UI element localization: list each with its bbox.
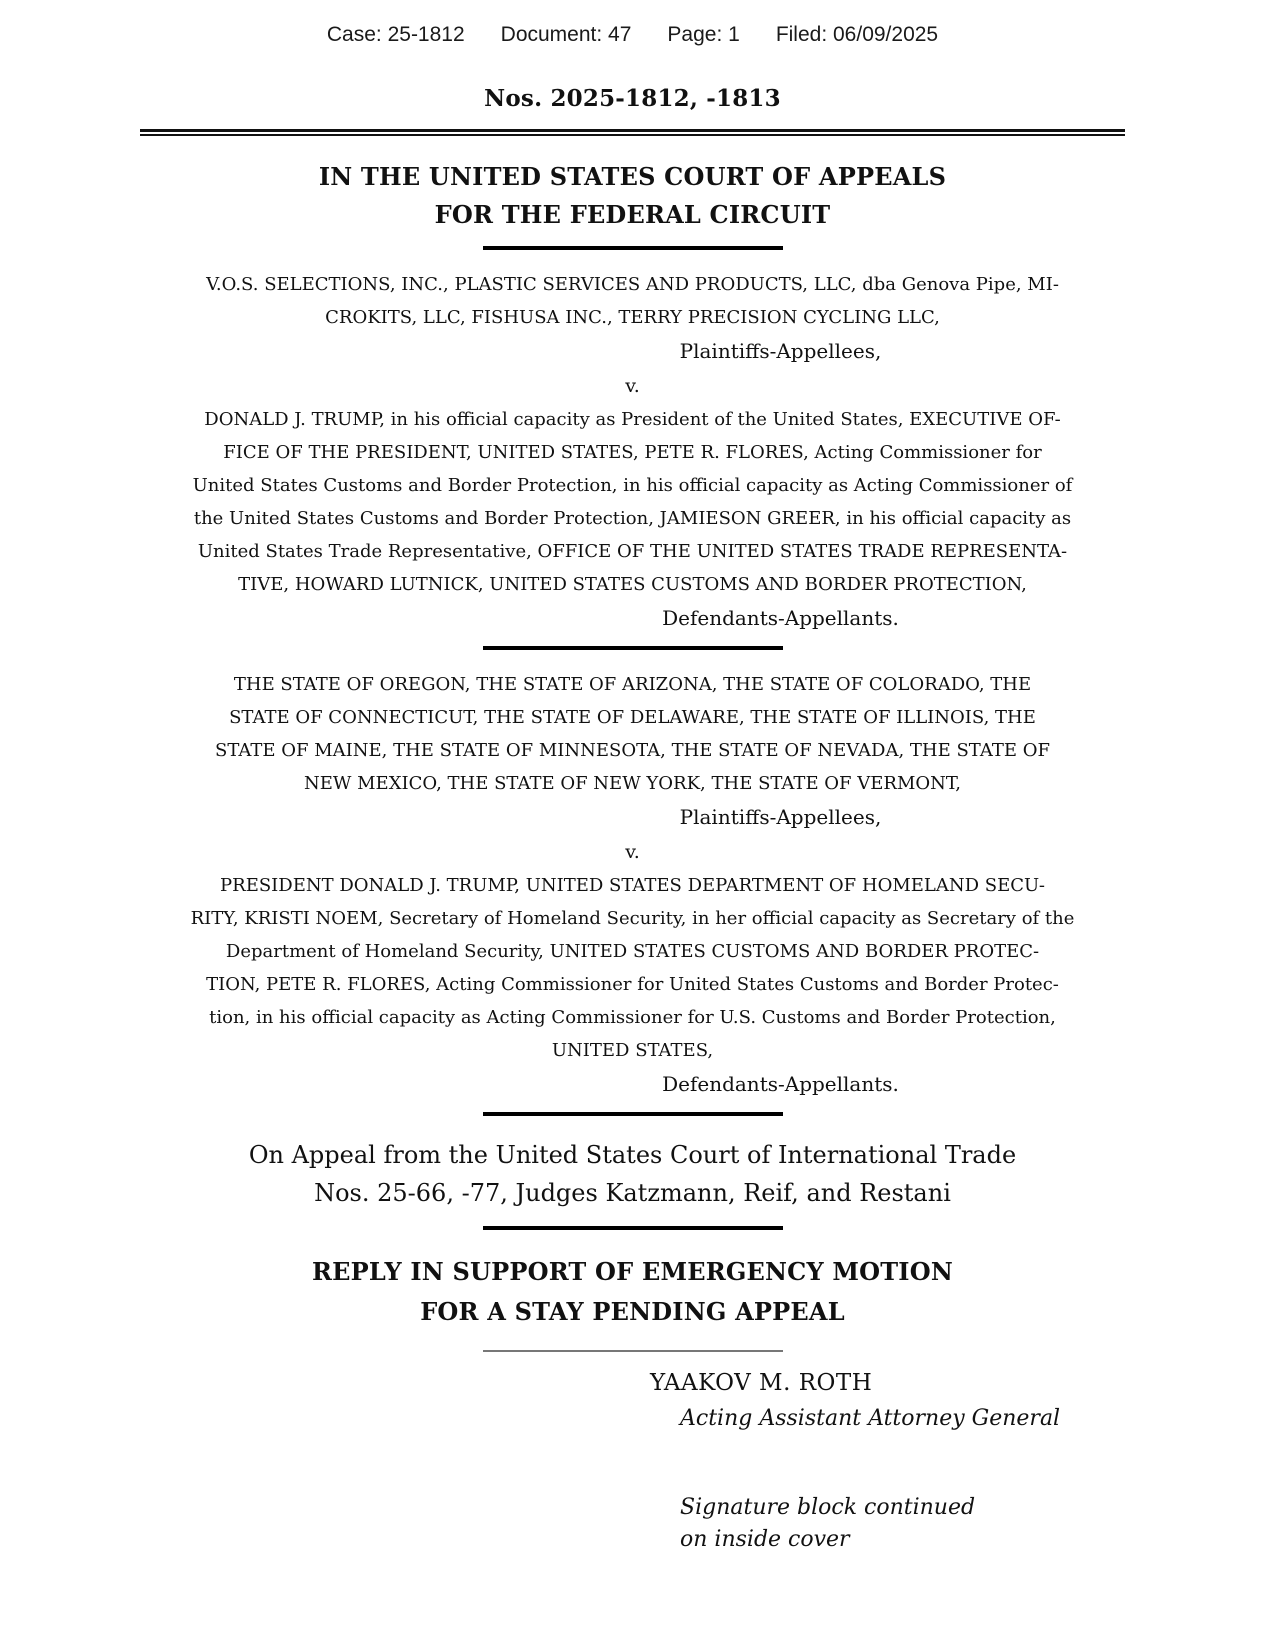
attorney-title: Acting Assistant Attorney General [680,1406,1061,1431]
caption-line: FICE OF THE PRESIDENT, UNITED STATES, PETE R. FLORES, Acting Commissioner for [223,442,1042,463]
stamp-case-number: Case: 25-1812 [326,23,465,46]
stamp-page-number: Page: 1 [667,23,740,46]
court-stamp-header [75,22,1190,48]
section-divider [483,1226,783,1230]
docket-numbers: Nos. 2025-1812, -1813 [484,85,781,112]
court-name-line1: IN THE UNITED STATES COURT OF APPEALS [318,162,947,191]
appeal-origin-line2: Nos. 25-66, -77, Judges Katzmann, Reif, and Restani [314,1179,951,1207]
stamp-document-number: Document: 47 [500,23,632,46]
caption-line: United States Trade Representative, OFFICE OF THE UNITED STATES TRADE REPRESENTA- [197,541,1068,562]
court-name-line2: FOR THE FEDERAL CIRCUIT [434,200,831,229]
caption-line: United States Customs and Border Protection, in his official capacity as Acting Commissioner of [192,475,1073,496]
caption-line: STATE OF MAINE, THE STATE OF MINNESOTA, THE STATE OF NEVADA, THE STATE OF [215,740,1050,761]
caption-line: TION, PETE R. FLORES, Acting Commissioner for United States Customs and Border Protec- [206,974,1059,995]
appeal-origin [75,1136,1190,1212]
caption-line: Department of Homeland Security, UNITED STATES CUSTOMS AND BORDER PROTEC- [225,941,1040,962]
caption-line: DONALD J. TRUMP, in his official capacity as President of the United States, EXECUTIVE OF- [204,409,1061,430]
section-divider [483,1112,783,1116]
document-title [75,1252,1190,1332]
caption-line: TIVE, HOWARD LUTNICK, UNITED STATES CUSTOMS AND BORDER PROTECTION, [238,574,1027,595]
caption-line: THE STATE OF OREGON, THE STATE OF ARIZONA, THE STATE OF COLORADO, THE [233,674,1032,695]
section-divider [483,646,783,650]
versus-abbreviation: v. [625,375,640,397]
caption-line: PRESIDENT DONALD J. TRUMP, UNITED STATES DEPARTMENT OF HOMELAND SECU- [220,875,1045,896]
court-name [75,158,1190,234]
signature-note-line1: Signature block continued [680,1495,976,1520]
caption-line: CROKITS, LLC, FISHUSA INC., TERRY PRECISION CYCLING LLC, [325,307,940,328]
defendants-names [75,403,1190,601]
attorney-name: YAAKOV M. ROTH [650,1370,873,1396]
document-title-line1: REPLY IN SUPPORT OF EMERGENCY MOTION [312,1257,953,1286]
versus-abbreviation: v. [625,841,640,863]
caption-line: tion, in his official capacity as Acting Commissioner for U.S. Customs and Border Protection, [209,1007,1056,1028]
defendants-designation: Defendants-Appellants. [662,1072,899,1096]
plaintiffs-names [75,268,1190,334]
caption-line: V.O.S. SELECTIONS, INC., PLASTIC SERVICES AND PRODUCTS, LLC, dba Genova Pipe, MI- [206,274,1059,295]
stamp-filed-date: Filed: 06/09/2025 [775,23,939,46]
defendants-names [75,869,1190,1067]
caption-line: the United States Customs and Border Protection, JAMIESON GREER, in his official capacity as [193,508,1072,529]
caption-line: STATE OF CONNECTICUT, THE STATE OF DELAWARE, THE STATE OF ILLINOIS, THE [229,707,1036,728]
caption-line: UNITED STATES, [551,1040,714,1061]
section-divider-thin [483,1350,783,1352]
plaintiffs-designation: Plaintiffs-Appellees, [679,805,882,829]
caption-line: NEW MEXICO, THE STATE OF NEW YORK, THE STATE OF VERMONT, [304,773,961,794]
appeal-origin-line1: On Appeal from the United States Court of International Trade [248,1141,1017,1169]
plaintiffs-designation: Plaintiffs-Appellees, [679,339,882,363]
caption-line: RITY, KRISTI NOEM, Secretary of Homeland Security, in her official capacity as Secretary of the [190,908,1075,929]
defendants-designation: Defendants-Appellants. [662,606,899,630]
caption-state-plaintiffs [75,668,1190,1102]
signature-block [650,1368,1190,1556]
document-title-line2: FOR A STAY PENDING APPEAL [420,1297,845,1326]
plaintiffs-names [75,668,1190,800]
signature-note-line2: on inside cover [680,1527,850,1552]
caption-private-plaintiffs [75,268,1190,636]
double-rule-divider [140,129,1125,136]
signature-continuation-note [680,1492,1190,1556]
section-divider [483,246,783,250]
